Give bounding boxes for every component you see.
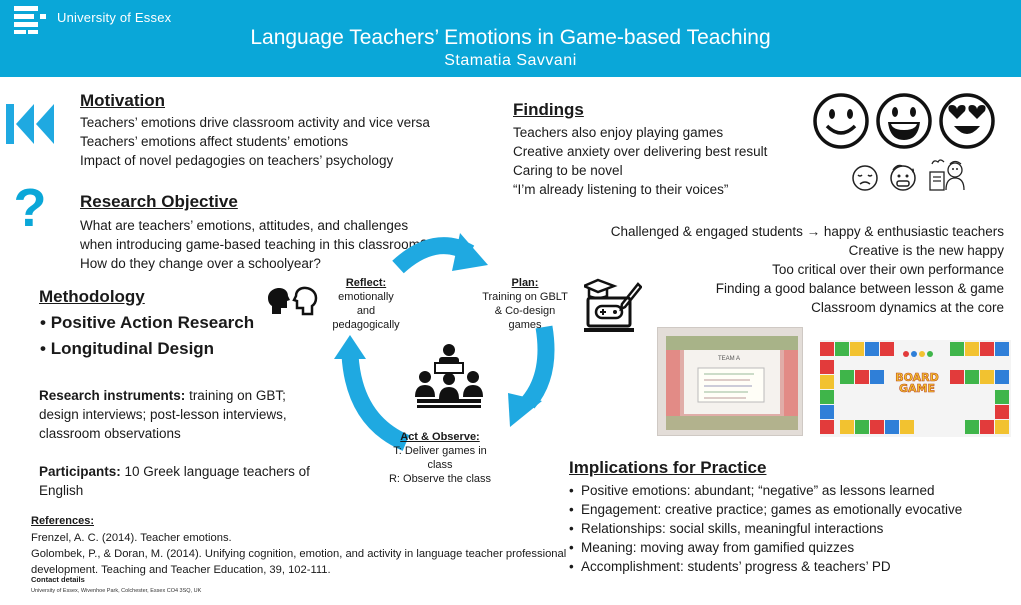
research-instruments: Research instruments: training on GBT; design interviews; post-lesson interviews, classroom observations [39, 388, 287, 441]
teacher-students-icon [413, 343, 485, 409]
participants: Participants: 10 Greek language teachers of English [39, 464, 310, 498]
poster-title: Language Teachers’ Emotions in Game-based Teaching [250, 26, 771, 49]
anxious-face-icon [888, 162, 918, 192]
poster-author: Stamatia Savvani [444, 52, 577, 69]
methodology-item: • Positive Action Research [40, 313, 255, 332]
objective-line: How do they change over a schoolyear? [80, 256, 321, 271]
heart-eyes-face-icon [938, 92, 996, 150]
motivation-list [80, 113, 480, 170]
findings-list [513, 123, 813, 199]
contact-details: University of Essex, Wivenhoe Park, Colchester, Essex CO4 3SQ, UK [31, 588, 202, 594]
motivation-item: Teachers’ emotions drive classroom activity and vice versa [80, 115, 430, 130]
implication-item: • Meaning: moving away from gamified quizzes [569, 540, 855, 555]
team-a-label: TEAM A [718, 356, 741, 362]
finding-right-item: Classroom dynamics at the core [811, 300, 1004, 315]
implication-item: • Relationships: social skills, meaningful interactions [569, 521, 884, 536]
two-heads-icon [266, 282, 318, 316]
game-board-photo-drawing [658, 328, 803, 436]
finding-right-item: Challenged & engaged students → happy & enthusiastic teachers [610, 224, 1004, 239]
board-game-graphic [820, 340, 1011, 437]
act-observe-label: Act & Observe: T: Deliver games in class R: Observe the class [388, 431, 492, 485]
methodology-item: • Longitudinal Design [40, 339, 215, 358]
plan-label: Plan: Training on GBLT & Co-design games [482, 277, 568, 331]
findings-right-list [520, 222, 1004, 317]
header-banner [0, 0, 1021, 77]
implications-list [569, 481, 1009, 576]
cycle-arrow-right [528, 327, 546, 403]
implication-item: • Engagement: creative practice; games as emotionally evocative [569, 502, 963, 517]
finding-right-item: Too critical over their own performance [772, 262, 1004, 277]
motivation-title: Motivation [80, 91, 165, 110]
question-mark-icon: ? [13, 178, 47, 238]
finding-item: Caring to be novel [513, 163, 623, 178]
classroom-game-photo [657, 327, 803, 436]
sad-face-icon [851, 164, 879, 192]
finding-right-item: Creative is the new happy [848, 243, 1004, 258]
rewind-icon [6, 104, 60, 144]
reference-item: Frenzel, A. C. (2014). Teacher emotions. [31, 532, 232, 544]
reference-item: Golombek, P., & Doran, M. (2014). Unifying cognition, emotion, and activity in language teacher professional development. Teaching and Teacher Education, 39, 102-111. [31, 548, 567, 576]
implication-item: • Accomplishment: students’ progress & teachers’ PD [569, 559, 891, 574]
contact-title: Contact details [31, 575, 85, 584]
references-title: References: [31, 515, 94, 527]
cycle-arrowhead-left [334, 335, 366, 359]
reflect-label: Reflect: emotionally and pedagogically [332, 277, 400, 331]
research-objective-title: Research Objective [80, 192, 238, 211]
methodology-title: Methodology [39, 287, 145, 306]
implication-item: • Positive emotions: abundant; “negative” as lessons learned [569, 483, 935, 498]
finding-right-item: Finding a good balance between lesson & game [715, 281, 1004, 296]
stressed-teacher-icon [928, 158, 966, 192]
findings-title: Findings [513, 100, 584, 119]
methodology-list [40, 310, 254, 362]
finding-item: “I’m already listening to their voices” [513, 182, 729, 197]
board-game-title: BOARD GAME [895, 371, 939, 395]
references-list [31, 530, 571, 578]
implications-title: Implications for Practice [569, 458, 767, 477]
motivation-item: Impact of novel pedagogies on teachers’ psychology [80, 153, 394, 168]
finding-item: Teachers also enjoy playing games [513, 125, 724, 140]
objective-line: What are teachers’ emotions, attitudes, and challenges [80, 218, 409, 233]
motivation-item: Teachers’ emotions affect students’ emotions [80, 134, 349, 149]
university-name: University of Essex [57, 10, 172, 25]
objective-line: when introducing game-based teaching in this classroom? [80, 237, 428, 252]
grinning-face-icon [875, 92, 933, 150]
smiling-face-icon [812, 92, 870, 150]
finding-item: Creative anxiety over delivering best result [513, 144, 768, 159]
